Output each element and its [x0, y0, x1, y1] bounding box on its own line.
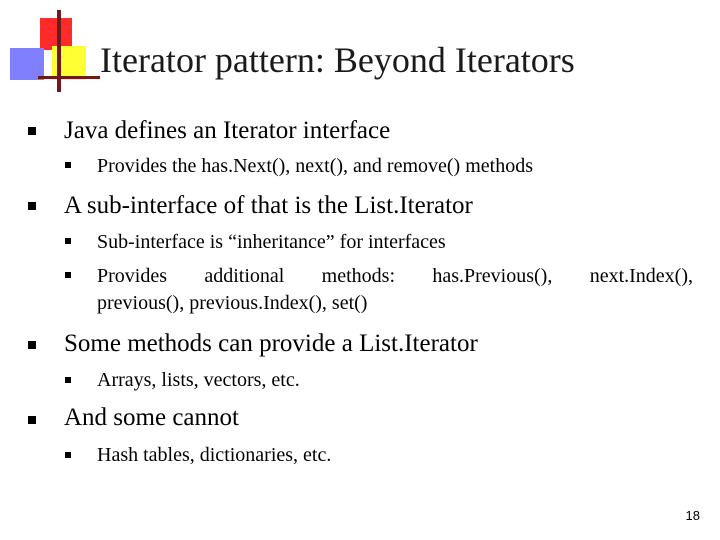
- sub-bullet-marker-icon: [65, 238, 71, 244]
- word: has.Previous(),: [432, 265, 553, 287]
- word: Provides: [97, 265, 167, 287]
- bullet-marker-icon: [28, 127, 36, 135]
- logo-horizontal-line: [38, 76, 100, 79]
- justified-line: [97, 263, 693, 289]
- bullet-item: And some cannot: [64, 404, 239, 431]
- sub-bullet-continuation: previous(), previous.Index(), set(): [97, 292, 368, 314]
- sub-bullet-item: [97, 263, 693, 289]
- sub-bullet-item: Sub-interface is “inheritance” for interfaces: [97, 231, 446, 253]
- bullet-marker-icon: [28, 202, 36, 210]
- bullet-item: A sub-interface of that is the List.Iterator: [64, 192, 473, 219]
- sub-bullet-marker-icon: [65, 452, 71, 458]
- word: additional: [204, 265, 285, 287]
- slide-number: 18: [685, 508, 700, 523]
- sub-bullet-item: Hash tables, dictionaries, etc.: [97, 444, 332, 466]
- bullet-marker-icon: [28, 416, 36, 424]
- bullet-marker-icon: [28, 341, 36, 349]
- logo-vertical-line: [57, 10, 61, 92]
- sub-bullet-marker-icon: [65, 377, 71, 383]
- word: methods:: [321, 265, 396, 287]
- bullet-item: Some methods can provide a List.Iterator: [64, 330, 478, 357]
- sub-bullet-marker-icon: [65, 272, 71, 278]
- sub-bullet-item: Arrays, lists, vectors, etc.: [97, 369, 300, 391]
- sub-bullet-item: Provides the has.Next(), next(), and remove() methods: [97, 155, 533, 177]
- bullet-item: Java defines an Iterator interface: [64, 117, 391, 144]
- word: next.Index(),: [589, 265, 693, 287]
- sub-bullet-marker-icon: [65, 162, 71, 168]
- slide-title: Iterator pattern: Beyond Iterators: [100, 40, 575, 80]
